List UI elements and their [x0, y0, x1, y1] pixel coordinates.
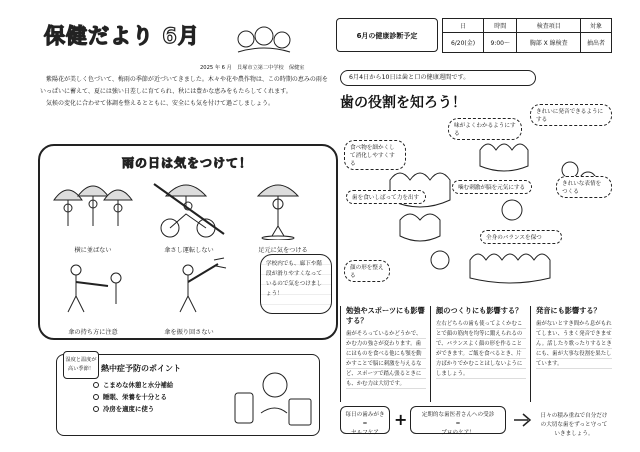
- column-text: 左右どちらの歯も使ってよくかむことで顔の筋肉を均等に鍛えられるので、バランスよく顔の形を作ることができます。ご飯を食べるとき、片方ばかりでかむことはしないようにしましょう。: [436, 319, 526, 379]
- rain-tip-4: [48, 256, 138, 336]
- table-row: [443, 33, 612, 53]
- role-bubble: きれいな表情をつくる: [556, 176, 612, 198]
- circle-bullet-icon: [93, 394, 99, 400]
- health-check-schedule: [336, 18, 612, 52]
- care-text: セルフケア: [351, 430, 379, 436]
- role-bubble: 全身のバランスを保つ: [480, 230, 562, 244]
- heatstroke-points: [93, 379, 173, 415]
- list-item: こまめな休憩と水分補給: [93, 379, 173, 391]
- care-text: 毎日の歯みがき: [345, 412, 385, 418]
- care-equals: =: [362, 421, 368, 427]
- schedule-table: [442, 18, 612, 53]
- rain-tip-caption: 傘を振り回さない: [164, 329, 214, 336]
- self-care-box: [340, 406, 390, 434]
- page-title: 保健だより 6月: [44, 24, 200, 48]
- rain-tip-caption: 足元に気をつける: [258, 247, 308, 254]
- circle-bullet-icon: [93, 382, 99, 388]
- rain-tip-caption: 傘の持ち方に注意: [68, 329, 118, 336]
- heatstroke-panel: [56, 354, 320, 436]
- bicycle-umbrella-illustration: [144, 174, 234, 240]
- humidity-tag: 湿度と温度が高い季節！: [63, 351, 99, 379]
- heatstroke-title: 熱中症予防のポイント: [101, 364, 181, 373]
- column-header: 対象: [580, 19, 611, 33]
- issuer-line: 2025 年 6 月 貝塚市立第二中学校 保健室: [200, 65, 305, 71]
- role-bubble: 顔の形を整える: [344, 260, 390, 282]
- intro-paragraph: 紫陽花が美しく色づいて、梅雨の季節が近づいてきました。木々や花や農作物は、この時期の恵みの雨をいっぱいに蓄えて、夏には強い日差しに育てられ、秋には豊かな恵みをもたらしてくれます。: [40, 76, 328, 95]
- schedule-label: 6月の健康診断予定: [336, 18, 438, 52]
- table-cell: 6/20(金): [443, 33, 484, 53]
- role-bubble: 味がよくわかるようにする: [448, 118, 522, 140]
- role-bubble: 食べ物を細かくして消化しやすくする: [344, 140, 406, 170]
- role-bubble: 歯を食いしばって力を出す: [346, 190, 426, 204]
- rain-tip-caption: 傘さし運転しない: [164, 247, 214, 254]
- role-bubble: 噛む刺激が脳を元気にする: [452, 180, 532, 194]
- rain-tip-1: [48, 174, 138, 254]
- teeth-role-title: 歯の役割を知ろう！: [340, 95, 466, 111]
- column-header: 検査項目: [517, 19, 581, 33]
- table-header-row: [443, 19, 612, 33]
- professional-care-box: [410, 406, 506, 434]
- table-cell: 9:00～: [484, 33, 517, 53]
- closing-message: 日々の積み重ねで自分だけの大切な歯をずっと守っていきましょう。: [540, 413, 608, 437]
- column-header: 日: [443, 19, 484, 33]
- care-text: プロのケア！: [441, 430, 475, 436]
- role-bubble: きれいに発音できるようにする: [530, 104, 612, 126]
- rainy-day-panel: [38, 144, 338, 340]
- care-equals: =: [455, 421, 461, 427]
- column-speech: [530, 306, 612, 402]
- circle-bullet-icon: [93, 406, 99, 412]
- plus-icon: +: [394, 410, 408, 429]
- column-title: 顔のつくりにも影響する？: [436, 306, 523, 315]
- masthead: [40, 14, 340, 64]
- column-text: 歯がそろっているかどうかで、かむ力の強さが変わります。歯にはものを食べる他にも顎を動かすことで脳に刺激を与えるなど、スポーツで踏ん張るときにも、かむ力は大切です。: [346, 329, 426, 389]
- umbrella-swinging-illustration: [144, 256, 234, 322]
- summer-items-illustration: [231, 363, 315, 431]
- column-face: [430, 306, 526, 402]
- care-text: 定期的な歯医者さんへの受診: [421, 412, 495, 418]
- hallway-note-text: 学校内でも、廊下や階段が滑りやすくなっているので気をつけましょう！: [266, 261, 322, 297]
- column-header: 時間: [484, 19, 517, 33]
- table-cell: 胸部 X 線検査: [517, 33, 581, 53]
- list-item: 冷房を適度に使う: [93, 403, 173, 415]
- umbrellas-side-by-side-illustration: [48, 174, 138, 240]
- column-title: 勉強やスポーツにも影響する？: [346, 306, 425, 325]
- umbrella-holding-illustration: [48, 256, 138, 322]
- column-title: 発音にも影響する？: [536, 306, 601, 315]
- intro-paragraph: 気候の変化に合わせて体調を整えるとともに、安全にも気を付けて過ごしましょう。: [46, 100, 275, 107]
- hydrangea-illustration: [236, 22, 292, 56]
- intro-text: [40, 74, 330, 110]
- school-hallway-note: [260, 254, 332, 314]
- rain-tip-3: [238, 174, 328, 254]
- table-cell: 抽出者: [580, 33, 611, 53]
- column-text: 歯がないとすき間から息がもれてしまい、うまく発音できません。話したり歌ったりするときにも、歯が大事な役割を果たしています。: [536, 321, 612, 367]
- arrow-right-icon: [512, 410, 534, 430]
- rain-tip-5: [144, 256, 234, 336]
- rain-tip-2: [144, 174, 234, 254]
- rainy-day-title: 雨の日は気をつけて！: [122, 156, 253, 170]
- list-item: 睡眠、栄養を十分とる: [93, 391, 173, 403]
- column-sports: [340, 306, 426, 402]
- careful-walking-illustration: [238, 174, 328, 240]
- rain-tip-caption: 横に並ばない: [74, 247, 112, 254]
- dental-week-notice: 6月4日から10日は歯と口の健康週間です。: [340, 70, 536, 86]
